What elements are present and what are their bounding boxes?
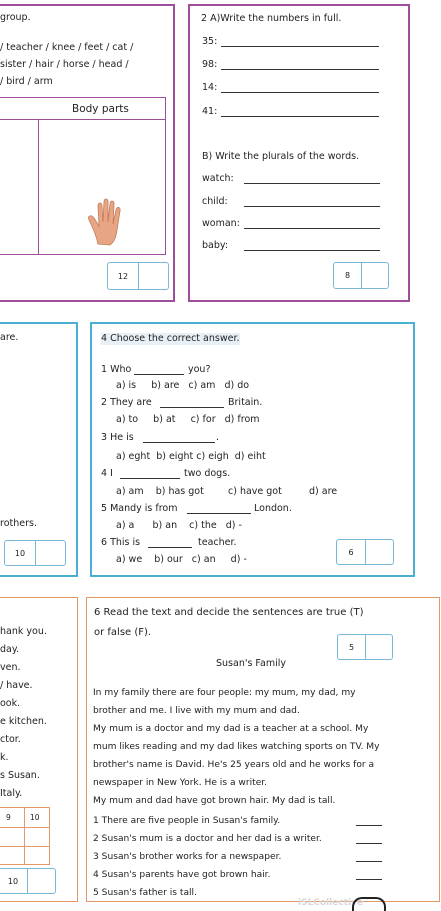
q4-stem: 4 I (101, 468, 113, 479)
q2-tail: Britain. (228, 397, 263, 408)
section-1-score-box (107, 262, 169, 290)
section-3-title-cut: are. (0, 332, 19, 343)
answer-grid-cell-10: 10 (30, 813, 40, 822)
body-parts-table-header-rule (0, 119, 166, 120)
q2-options[interactable]: a) to b) at c) for d) from (116, 414, 260, 425)
q4-options[interactable]: a) am b) has got c) have got d) are (116, 486, 338, 497)
section-6-score-value: 5 (338, 635, 366, 659)
q6-blank[interactable] (148, 538, 192, 548)
story-title: Susan's Family (216, 658, 286, 669)
q1-blank[interactable] (134, 365, 184, 375)
answer-grid-hline-1 (0, 827, 50, 828)
section-2-title: 2 A)Write the numbers in full. (201, 13, 342, 24)
plural-watch-label: watch: (202, 173, 234, 184)
q3-tail: . (216, 432, 220, 443)
plural-child-answer-line[interactable] (244, 197, 380, 207)
sentence-cut-7: ctor. (0, 734, 21, 745)
q6-options[interactable]: a) we b) our c) an d) - (116, 554, 247, 565)
sentence-cut-2: day. (0, 644, 20, 655)
q5-options[interactable]: a) a b) an c) the d) - (116, 520, 242, 531)
section-4-score-value: 6 (337, 540, 366, 564)
q4-blank[interactable] (120, 469, 180, 479)
answer-grid-hline-2 (0, 846, 50, 847)
statement-4: 4 Susan's parents have got brown hair. (93, 870, 271, 880)
q5-stem: 5 Mandy is from (101, 503, 178, 514)
number-41-answer-line[interactable] (221, 107, 379, 117)
answer-grid-vline (24, 807, 25, 865)
word-list-line-2: sister / hair / horse / head / (0, 59, 129, 70)
q3-blank[interactable] (143, 433, 215, 443)
number-98-answer-line[interactable] (221, 60, 379, 70)
plurals-title: B) Write the plurals of the words. (202, 151, 360, 162)
plural-woman-answer-line[interactable] (244, 219, 380, 229)
plural-watch-answer-line[interactable] (244, 174, 380, 184)
watermark-logo (352, 897, 386, 911)
sentence-cut-1: hank you. (0, 626, 47, 637)
section-3-score-box (4, 540, 66, 566)
story-line-4: mum likes reading and my dad likes watching sports on TV. My (93, 742, 380, 752)
section-2-score-box (333, 262, 389, 289)
statement-3: 3 Susan's brother works for a newspaper. (93, 852, 282, 862)
statement-5: 5 Susan's father is tall. (93, 888, 197, 898)
word-list-line-3: / bird / arm (0, 76, 53, 87)
q2-stem: 2 They are (101, 397, 152, 408)
section-6-title: 6 Read the text and decide the sentences are true (T) (94, 607, 364, 618)
statement-2-answer-line[interactable] (356, 834, 382, 844)
number-41-label: 41: (202, 106, 218, 117)
number-14-answer-line[interactable] (221, 83, 379, 93)
q3-options[interactable]: a) eght b) eight c) eigh d) eiht (116, 451, 266, 462)
q3-stem: 3 He is (101, 432, 134, 443)
q1-options[interactable]: a) is b) are c) am d) do (116, 380, 250, 391)
sentence-cut-10: Italy. (0, 788, 23, 799)
section-6-title-line2: or false (F). (94, 627, 152, 638)
number-35-label: 35: (202, 36, 218, 47)
q5-blank[interactable] (187, 504, 251, 514)
answer-grid-cell-9: 9 (6, 813, 11, 822)
section-4-title: 4 Choose the correct answer. (101, 333, 240, 344)
statement-4-answer-line[interactable] (356, 870, 382, 880)
plural-child-label: child: (202, 196, 228, 207)
body-parts-table (0, 97, 166, 255)
hand-image (86, 196, 128, 246)
q1-stem: 1 Who (101, 364, 132, 375)
statement-1-answer-line[interactable] (356, 816, 382, 826)
section-3-frame (0, 322, 78, 577)
number-14-label: 14: (202, 82, 218, 93)
q6-stem: 6 This is (101, 537, 141, 548)
story-line-1: In my family there are four people: my mum, my dad, my (93, 688, 356, 698)
q4-tail: two dogs. (184, 468, 231, 479)
section-5-score-value: 10 (0, 869, 28, 893)
plural-woman-label: woman: (202, 218, 240, 229)
body-parts-header: Body parts (72, 103, 129, 115)
section-1-title-cut: group. (0, 12, 31, 23)
q1-tail: you? (188, 364, 211, 375)
q2-blank[interactable] (160, 398, 224, 408)
statement-2: 2 Susan's mum is a doctor and her dad is a writer. (93, 834, 322, 844)
story-line-5: brother's name is David. He's 25 years old and he works for a (93, 760, 375, 770)
section-3-score-value: 10 (5, 541, 36, 565)
story-line-3: My mum is a doctor and my dad is a teacher at a school. My (93, 724, 369, 734)
q5-tail: London. (254, 503, 292, 514)
watermark: iSLCollective (298, 898, 364, 908)
statement-1: 1 There are five people in Susan's family. (93, 816, 281, 826)
section-6-score-box (337, 634, 393, 660)
sentence-cut-6: e kitchen. (0, 716, 47, 727)
section-5-score-box (0, 868, 56, 894)
section-4-score-box (336, 539, 394, 565)
story-line-7: My mum and dad have got brown hair. My dad is tall. (93, 796, 336, 806)
sentence-cut-9: s Susan. (0, 770, 40, 781)
story-line-2: brother and me. I live with my mum and dad. (93, 706, 300, 716)
plural-baby-label: baby: (202, 240, 229, 251)
body-parts-table-divider (38, 119, 39, 255)
section-2-score-value: 8 (334, 263, 362, 288)
sentence-cut-8: k. (0, 752, 9, 763)
section-3-line-cut: rothers. (0, 518, 37, 529)
number-35-answer-line[interactable] (221, 37, 379, 47)
number-98-label: 98: (202, 59, 218, 70)
statement-3-answer-line[interactable] (356, 852, 382, 862)
q6-tail: teacher. (198, 537, 237, 548)
sentence-cut-3: ven. (0, 662, 21, 673)
sentence-cut-5: ook. (0, 698, 21, 709)
story-line-6: newspaper in New York. He is a writer. (93, 778, 268, 788)
sentence-cut-4: / have. (0, 680, 33, 691)
word-list-line-1: / teacher / knee / feet / cat / (0, 42, 134, 53)
plural-baby-answer-line[interactable] (244, 241, 380, 251)
section-1-score-value: 12 (108, 263, 139, 289)
